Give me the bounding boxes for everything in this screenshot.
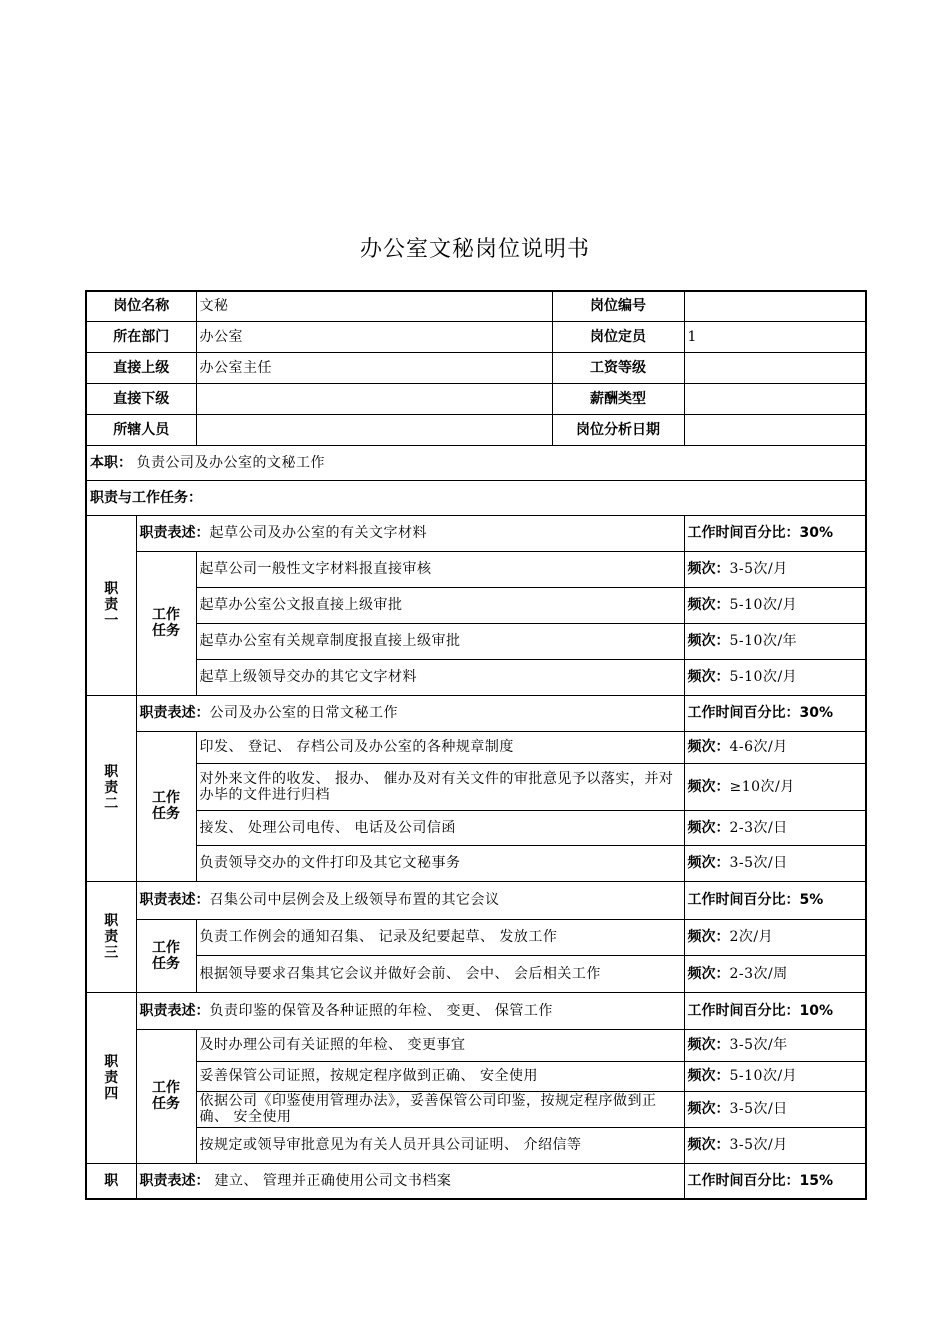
duty4-desc: 负责印鉴的保管及各种证照的年检、 变更、 保管工作 [209, 1002, 553, 1019]
duty5-pct: 15% [799, 1172, 834, 1189]
pay-type-value [684, 383, 866, 414]
analysis-date-label: 岗位分析日期 [552, 414, 684, 445]
position-no-label: 岗位编号 [552, 291, 684, 321]
duty1-name: 职 责 一 [86, 515, 136, 695]
duty1-task-row [86, 659, 866, 695]
headcount-label: 岗位定员 [552, 321, 684, 352]
duty3-pct-label: 工作时间百分比： [687, 892, 800, 908]
superior-label: 直接上级 [86, 352, 196, 383]
subordinate-label: 直接下级 [86, 383, 196, 414]
duty3-task-row [86, 919, 866, 955]
freq-label: 频次： [687, 1068, 730, 1084]
freq-label: 频次： [687, 855, 730, 871]
duty5-desc-row [86, 1163, 866, 1199]
duty3-freq-2: 2-3次/周 [729, 965, 788, 982]
row-duty-summary [86, 445, 866, 480]
duty2-task-4: 负责领导交办的文件打印及其它文秘事务 [196, 845, 684, 881]
page-title: 办公室文秘岗位说明书 [359, 237, 590, 262]
freq-label: 频次： [687, 633, 730, 649]
position-name-label: 岗位名称 [86, 291, 196, 321]
duty3-pct: 5% [799, 892, 824, 908]
freq-label: 频次： [687, 819, 730, 836]
duty4-task-1: 及时办理公司有关证照的年检、 变更事宜 [196, 1029, 684, 1061]
freq-label: 频次： [687, 965, 730, 982]
duty1-task-label: 工作 任务 [136, 551, 196, 695]
duty4-task-row [86, 1127, 866, 1163]
duty2-task-row [86, 731, 866, 763]
freq-label: 频次： [687, 561, 730, 577]
duty-summary-label: 本职： [90, 454, 132, 471]
duty3-freq-1: 2次/月 [729, 929, 774, 945]
headcount-value: 1 [684, 321, 866, 352]
duty4-pct: 10% [799, 1002, 834, 1019]
duty1-task-row [86, 551, 866, 587]
duty1-freq-1: 3-5次/月 [729, 561, 788, 577]
duty2-freq-4: 3-5次/日 [729, 855, 788, 871]
duty2-desc-label: 职责表述： [139, 705, 210, 721]
duty2-task-3: 接发、 处理公司电传、 电话及公司信函 [196, 810, 684, 845]
duty2-freq-3: 2-3次/日 [729, 819, 788, 836]
duties-header: 职责与工作任务： [86, 480, 866, 515]
duty1-freq-4: 5-10次/月 [729, 669, 798, 685]
duty3-desc-row [86, 881, 866, 919]
grade-label: 工资等级 [552, 352, 684, 383]
freq-label: 频次： [687, 597, 730, 613]
duty5-desc: 建立、 管理并正确使用公司文书档案 [209, 1172, 452, 1189]
freq-label: 频次： [687, 669, 730, 685]
duty2-desc-row [86, 695, 866, 731]
duty1-task-4: 起草上级领导交办的其它文字材料 [196, 659, 684, 695]
duty4-freq-1: 3-5次/年 [729, 1037, 788, 1053]
superior-value: 办公室主任 [196, 352, 552, 383]
duty1-freq-3: 5-10次/年 [729, 633, 798, 649]
duty4-task-3: 依据公司《印鉴使用管理办法》，妥善保管公司印鉴，按规定程序做到正确、 安全使用 [196, 1091, 684, 1127]
duty3-desc: 召集公司中层例会及上级领导布置的其它会议 [209, 892, 500, 908]
row-dept [86, 321, 866, 352]
duty3-task-1: 负责工作例会的通知召集、 记录及纪要起草、 发放工作 [196, 919, 684, 955]
row-position-name [86, 291, 866, 321]
duty4-task-4: 按规定或领导审批意见为有关人员开具公司证明、 介绍信等 [196, 1127, 684, 1163]
duty1-pct-label: 工作时间百分比： [687, 525, 800, 541]
duty4-task-row [86, 1091, 866, 1127]
duty1-task-row [86, 587, 866, 623]
duty2-desc: 公司及办公室的日常文秘工作 [209, 705, 398, 721]
duty4-freq-2: 5-10次/月 [729, 1068, 798, 1084]
duty2-task-row [86, 763, 866, 810]
row-managed [86, 414, 866, 445]
duty3-task-2: 根据领导要求召集其它会议并做好会前、 会中、 会后相关工作 [196, 955, 684, 992]
duty4-task-row [86, 1029, 866, 1061]
duty1-task-2: 起草办公室公文报直接上级审批 [196, 587, 684, 623]
duty2-freq-1: 4-6次/月 [729, 739, 788, 755]
freq-label: 频次： [687, 1037, 730, 1053]
duty3-task-label: 工作 任务 [136, 919, 196, 992]
duty2-freq-2: ≥10次/月 [729, 778, 795, 795]
duty2-task-row [86, 810, 866, 845]
row-superior [86, 352, 866, 383]
duty4-freq-4: 3-5次/月 [729, 1137, 788, 1153]
duty4-name: 职 责 四 [86, 992, 136, 1163]
duty4-freq-3: 3-5次/日 [729, 1101, 788, 1117]
position-no-value [684, 291, 866, 321]
duty4-task-row [86, 1061, 866, 1091]
duty1-desc-label: 职责表述： [139, 525, 210, 541]
duty3-task-row [86, 955, 866, 992]
duty4-task-label: 工作 任务 [136, 1029, 196, 1163]
job-description-table [85, 290, 867, 1200]
duty1-desc-row [86, 515, 866, 551]
managed-label: 所辖人员 [86, 414, 196, 445]
duty1-task-1: 起草公司一般性文字材料报直接审核 [196, 551, 684, 587]
duty3-name: 职 责 三 [86, 881, 136, 992]
duty2-task-label: 工作 任务 [136, 731, 196, 881]
duty4-task-2: 妥善保管公司证照，按规定程序做到正确、 安全使用 [196, 1061, 684, 1091]
freq-label: 频次： [687, 929, 730, 945]
dept-label: 所在部门 [86, 321, 196, 352]
analysis-date-value [684, 414, 866, 445]
dept-value: 办公室 [196, 321, 552, 352]
duty1-task-row [86, 623, 866, 659]
subordinate-value [196, 383, 552, 414]
row-duties-header [86, 480, 866, 515]
freq-label: 频次： [687, 1101, 730, 1117]
freq-label: 频次： [687, 778, 730, 795]
duty5-name: 职 [86, 1163, 136, 1199]
duty1-task-3: 起草办公室有关规章制度报直接上级审批 [196, 623, 684, 659]
duty4-desc-label: 职责表述： [139, 1002, 210, 1019]
duty4-pct-label: 工作时间百分比： [687, 1002, 800, 1019]
grade-value [684, 352, 866, 383]
duty5-desc-label: 职责表述： [139, 1172, 210, 1189]
duty1-pct: 30% [799, 525, 834, 541]
duty2-task-2: 对外来文件的收发、 报办、 催办及对有关文件的审批意见予以落实，并对办毕的文件进行归档 [196, 763, 684, 810]
row-subordinate [86, 383, 866, 414]
freq-label: 频次： [687, 1137, 730, 1153]
duty2-name: 职 责 二 [86, 695, 136, 881]
duty2-task-1: 印发、 登记、 存档公司及办公室的各种规章制度 [196, 731, 684, 763]
duty2-pct: 30% [799, 705, 834, 721]
duty2-pct-label: 工作时间百分比： [687, 705, 800, 721]
managed-value [196, 414, 552, 445]
pay-type-label: 薪酬类型 [552, 383, 684, 414]
duty1-desc: 起草公司及办公室的有关文字材料 [209, 525, 427, 541]
duty5-pct-label: 工作时间百分比： [687, 1172, 800, 1189]
duty2-task-row [86, 845, 866, 881]
position-name-value: 文秘 [196, 291, 552, 321]
duty1-freq-2: 5-10次/月 [729, 597, 798, 613]
duty4-desc-row [86, 992, 866, 1029]
duty3-desc-label: 职责表述： [139, 892, 210, 908]
duty-summary-value: 负责公司及办公室的文秘工作 [136, 454, 325, 471]
freq-label: 频次： [687, 739, 730, 755]
